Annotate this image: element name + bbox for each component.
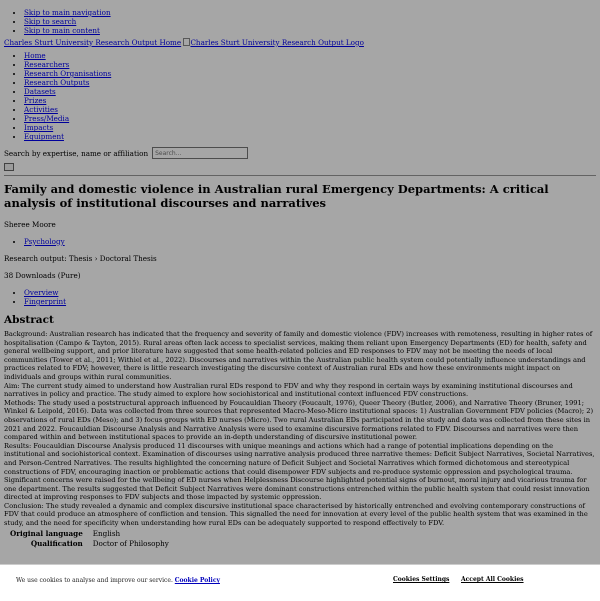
- keyword-psychology-link[interactable]: Psychology: [24, 237, 65, 246]
- nav-research-organisations[interactable]: Research Organisations: [24, 69, 112, 78]
- cookie-message: [16, 576, 220, 585]
- metadata-value: Doctor of Philosophy: [92, 538, 169, 548]
- nav-activities[interactable]: Activities: [24, 105, 58, 114]
- author-name: Sheree Moore: [4, 220, 56, 229]
- tab-overview[interactable]: Overview: [24, 288, 59, 297]
- cookie-policy-link[interactable]: Cookie Policy: [174, 577, 220, 584]
- abstract-heading: Abstract: [4, 314, 54, 326]
- skip-to-navigation-link[interactable]: Skip to main navigation: [24, 8, 111, 17]
- home-link[interactable]: Charles Sturt University Research Output Home: [4, 38, 182, 47]
- metadata-label: Original language: [10, 528, 83, 538]
- nav-press-media[interactable]: Press/Media: [24, 114, 70, 123]
- nav-equipment[interactable]: Equipment: [24, 132, 64, 141]
- logo-alt-text: Charles Sturt University Research Output Logo: [190, 38, 364, 47]
- tab-fingerprint[interactable]: Fingerprint: [24, 297, 67, 306]
- skip-to-search-link[interactable]: Skip to search: [24, 17, 77, 26]
- skip-to-content-link[interactable]: Skip to main content: [24, 26, 100, 35]
- nav-datasets[interactable]: Datasets: [24, 87, 56, 96]
- nav-prizes[interactable]: Prizes: [24, 96, 47, 105]
- nav-home[interactable]: Home: [24, 51, 46, 60]
- cookie-settings-button[interactable]: Cookies Settings: [393, 576, 450, 583]
- metadata-label: Qualification: [30, 538, 83, 548]
- abstract-results: Results: Foucauldian Discourse Analysis produced 11 discourses with unique meanings and actions which had a range of potential implications depending on the institutional and sociohistorical context. Examination of discourses using narrative analysis produced three narrative themes: Deficit Subject Narratives, Societal Narratives, and Person-Centred Narratives. The results highlighted the concerning nature of Deficit Subject and Societal Narratives which formed dichotomous and stereotypical constructions of FDV, encouraging inaction or problematic actions that could disempower FDV subjects and re-produce systemic oppression and psychological trauma. Significant concerns were raised for the wellbeing of ED nurses when Helplessness Discourse highlighted potential signs of burnout, moral injury and vicarious trauma for one department. The results suggested that Deficit Subject Narratives were dominant constructions entrenched within the public health system that could resist innovation directed at improving responses to FDV subjects and those impacted by systemic oppression.: [4, 441, 595, 502]
- cookie-banner: [0, 564, 600, 601]
- abstract-background: Background: Australian research has indicated that the frequency and severity of family and domestic violence (FDV) increases with remoteness, resulting in higher rates of hospitalisation (Campo & Tayton, 2015). Rural areas often lack access to specialist services, making them reliant upon Emergency Departments (ED) for health, safety and general wellbeing support, and prior literature have suggested that some health-related policies and ED responses to FDV may not be meeting the needs of local communities (Tower et al., 2011; Withiel et al., 2022). Discourses and narratives within the Australian public health system could potentially influence understandings and practices related to FDV; however, there is little research investigating the discursive context of Australian rural EDs and how these environments might impact on individuals and groups within rural communities.: [4, 330, 593, 381]
- nav-researchers[interactable]: Researchers: [24, 60, 70, 69]
- cookie-text: We use cookies to analyse and improve our service.: [16, 577, 173, 584]
- abstract-aim: Aim: The current study aimed to understand how Australian rural EDs respond to FDV and why they respond in certain ways by examining institutional discourses and narratives in policy and practice. The study aimed to explore how sociohistorical and institutional context influenced FDV constructions.: [4, 381, 573, 399]
- nav-research-outputs[interactable]: Research Outputs: [24, 78, 90, 87]
- download-count: 38 Downloads (Pure): [4, 271, 81, 280]
- metadata-value: English: [92, 528, 121, 538]
- abstract-methods: Methods: The study used a poststructural approach influenced by Foucauldian Theory (Foucault, 1976), Queer Theory (Butler, 2006), and Narrative Theory (Bruner, 1991; Winkel & Leipold, 2016). Data was collected from three sources that represented Macro-Meso-Micro institutional spaces: 1) Australian Government FDV policies (Macro); 2) observations of rural EDs (Meso); and 3) focus groups with ED nurses (Micro). Two rural Australian EDs participated in the study and data was collected from these sites in 2021 and 2022. Foucauldian Discourse Analysis and Narrative Analysis were used to examine discursive formations related to FDV. Discourses and narratives were then compared within and between institutional spaces to provide an in-depth understanding of discursive institutional power.: [4, 398, 594, 442]
- page-title: Family and domestic violence in Australian rural Emergency Departments: A critical analysis of institutional discourses and narratives: [4, 182, 549, 210]
- nav-impacts[interactable]: Impacts: [24, 123, 54, 132]
- abstract-conclusion: Conclusion: The study revealed a dynamic and complex discursive institutional space characterised by historically entrenched and evolving contemporary constructions of FDV that could produce an atmosphere of confliction and tension. This signalled the need for innovation at every level of the public health system that was examined in the study, and the need for specificity when understanding how rural EDs can be adequately supported to respond effectively to FDV.: [4, 501, 588, 528]
- search-label: Search by expertise, name or affiliation: [4, 148, 149, 158]
- output-type: Research output: Thesis › Doctoral Thesis: [4, 254, 157, 263]
- accept-all-cookies-button[interactable]: Accept All Cookies: [461, 576, 524, 583]
